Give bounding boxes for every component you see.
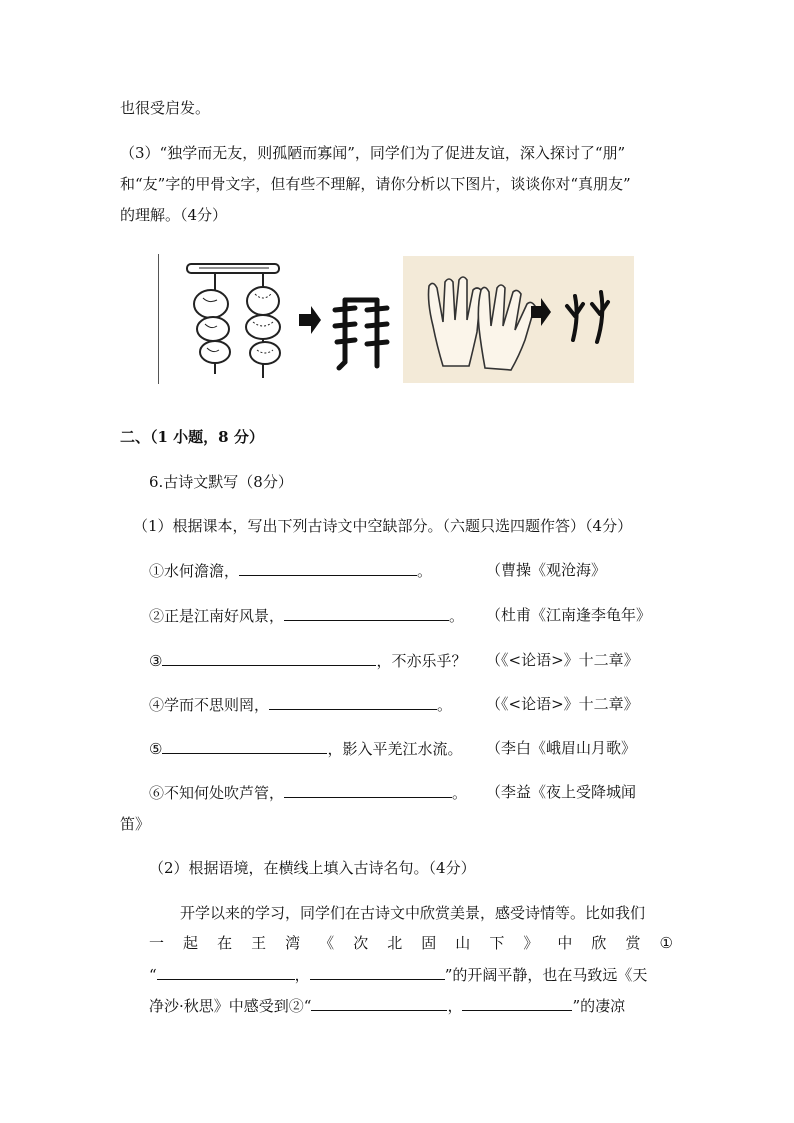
question-title: 6.古诗文默写（8分） xyxy=(149,473,293,491)
answer-blank[interactable] xyxy=(162,650,376,666)
recitation-source: （杜甫《江南逢李龟年》 xyxy=(486,606,652,624)
answer-blank[interactable] xyxy=(269,694,437,710)
recitation-item: ①水何澹澹， 。 xyxy=(149,562,433,580)
arrow-right-icon xyxy=(299,306,321,334)
recitation-source: （李益《夜上受降城闻 xyxy=(486,783,637,801)
recitation-source: （《<论语>》十二章》 xyxy=(486,651,639,669)
recitation-source: （《<论语>》十二章》 xyxy=(486,695,639,713)
answer-blank[interactable] xyxy=(239,560,417,576)
recitation-source: （曹操《观沧海》 xyxy=(486,561,607,579)
q3-line-2: 和“友”字的甲骨文字，但有些不理解，请你分析以下图片，谈谈你对“真朋友” xyxy=(120,175,631,193)
answer-blank[interactable] xyxy=(462,995,572,1011)
context-paragraph-line-3: “ ， ”的开阔平静，也在马致远《天 xyxy=(149,966,648,984)
q3-line-3: 的理解。（4分） xyxy=(120,206,228,224)
context-paragraph-line-2: 一 起 在 王 湾 《 次 北 固 山 下 》 中 欣 赏 ① xyxy=(149,934,673,952)
oracle-you-character-icon xyxy=(567,292,608,342)
part2-instruction: （2）根据语境，在横线上填入古诗名句。（4分） xyxy=(149,859,476,877)
context-paragraph-line-4: 净沙·秋思》中感受到②“ ， ”的凄凉 xyxy=(149,997,626,1015)
q3-line-1: （3）“独学而无友，则孤陋而寡闻”，同学们为了促进友谊，深入探讨了“朋” xyxy=(120,144,626,162)
context-paragraph-line-1: 开学以来的学习，同学们在古诗文中欣赏美景，感受诗情等。比如我们 xyxy=(180,904,646,922)
answer-blank[interactable] xyxy=(311,995,447,1011)
recitation-source: （李白《峨眉山月歌》 xyxy=(486,739,637,757)
recitation-source-cont: 笛》 xyxy=(120,815,151,833)
answer-blank[interactable] xyxy=(157,964,295,980)
answer-blank[interactable] xyxy=(310,964,445,980)
recitation-item: ③ ，不亦乐乎？ xyxy=(149,652,467,670)
recitation-item: ④学而不思则罔， 。 xyxy=(149,696,453,714)
arrow-right-icon xyxy=(531,298,551,326)
part1-instruction: （1）根据课本，写出下列古诗文中空缺部分。（六题只选四题作答）（4分） xyxy=(133,517,633,535)
answer-blank[interactable] xyxy=(284,605,449,621)
answer-blank[interactable] xyxy=(284,782,452,798)
shells-on-string-illustration-icon xyxy=(159,254,395,384)
section-heading: 二、（1 小题，8 分） xyxy=(120,428,264,446)
continuation-text: 也很受启发。 xyxy=(120,99,211,117)
recitation-item: ②正是江南好风景， 。 xyxy=(149,607,465,625)
recitation-item: ⑤ ，影入平羌江水流。 xyxy=(149,740,463,758)
oracle-peng-character-icon xyxy=(335,300,387,368)
recitation-item: ⑥不知何处吹芦管， 。 xyxy=(149,784,468,802)
figure-peng xyxy=(158,254,395,384)
two-hands-illustration-icon xyxy=(403,256,634,383)
figure-you xyxy=(403,256,634,383)
answer-blank[interactable] xyxy=(162,738,327,754)
